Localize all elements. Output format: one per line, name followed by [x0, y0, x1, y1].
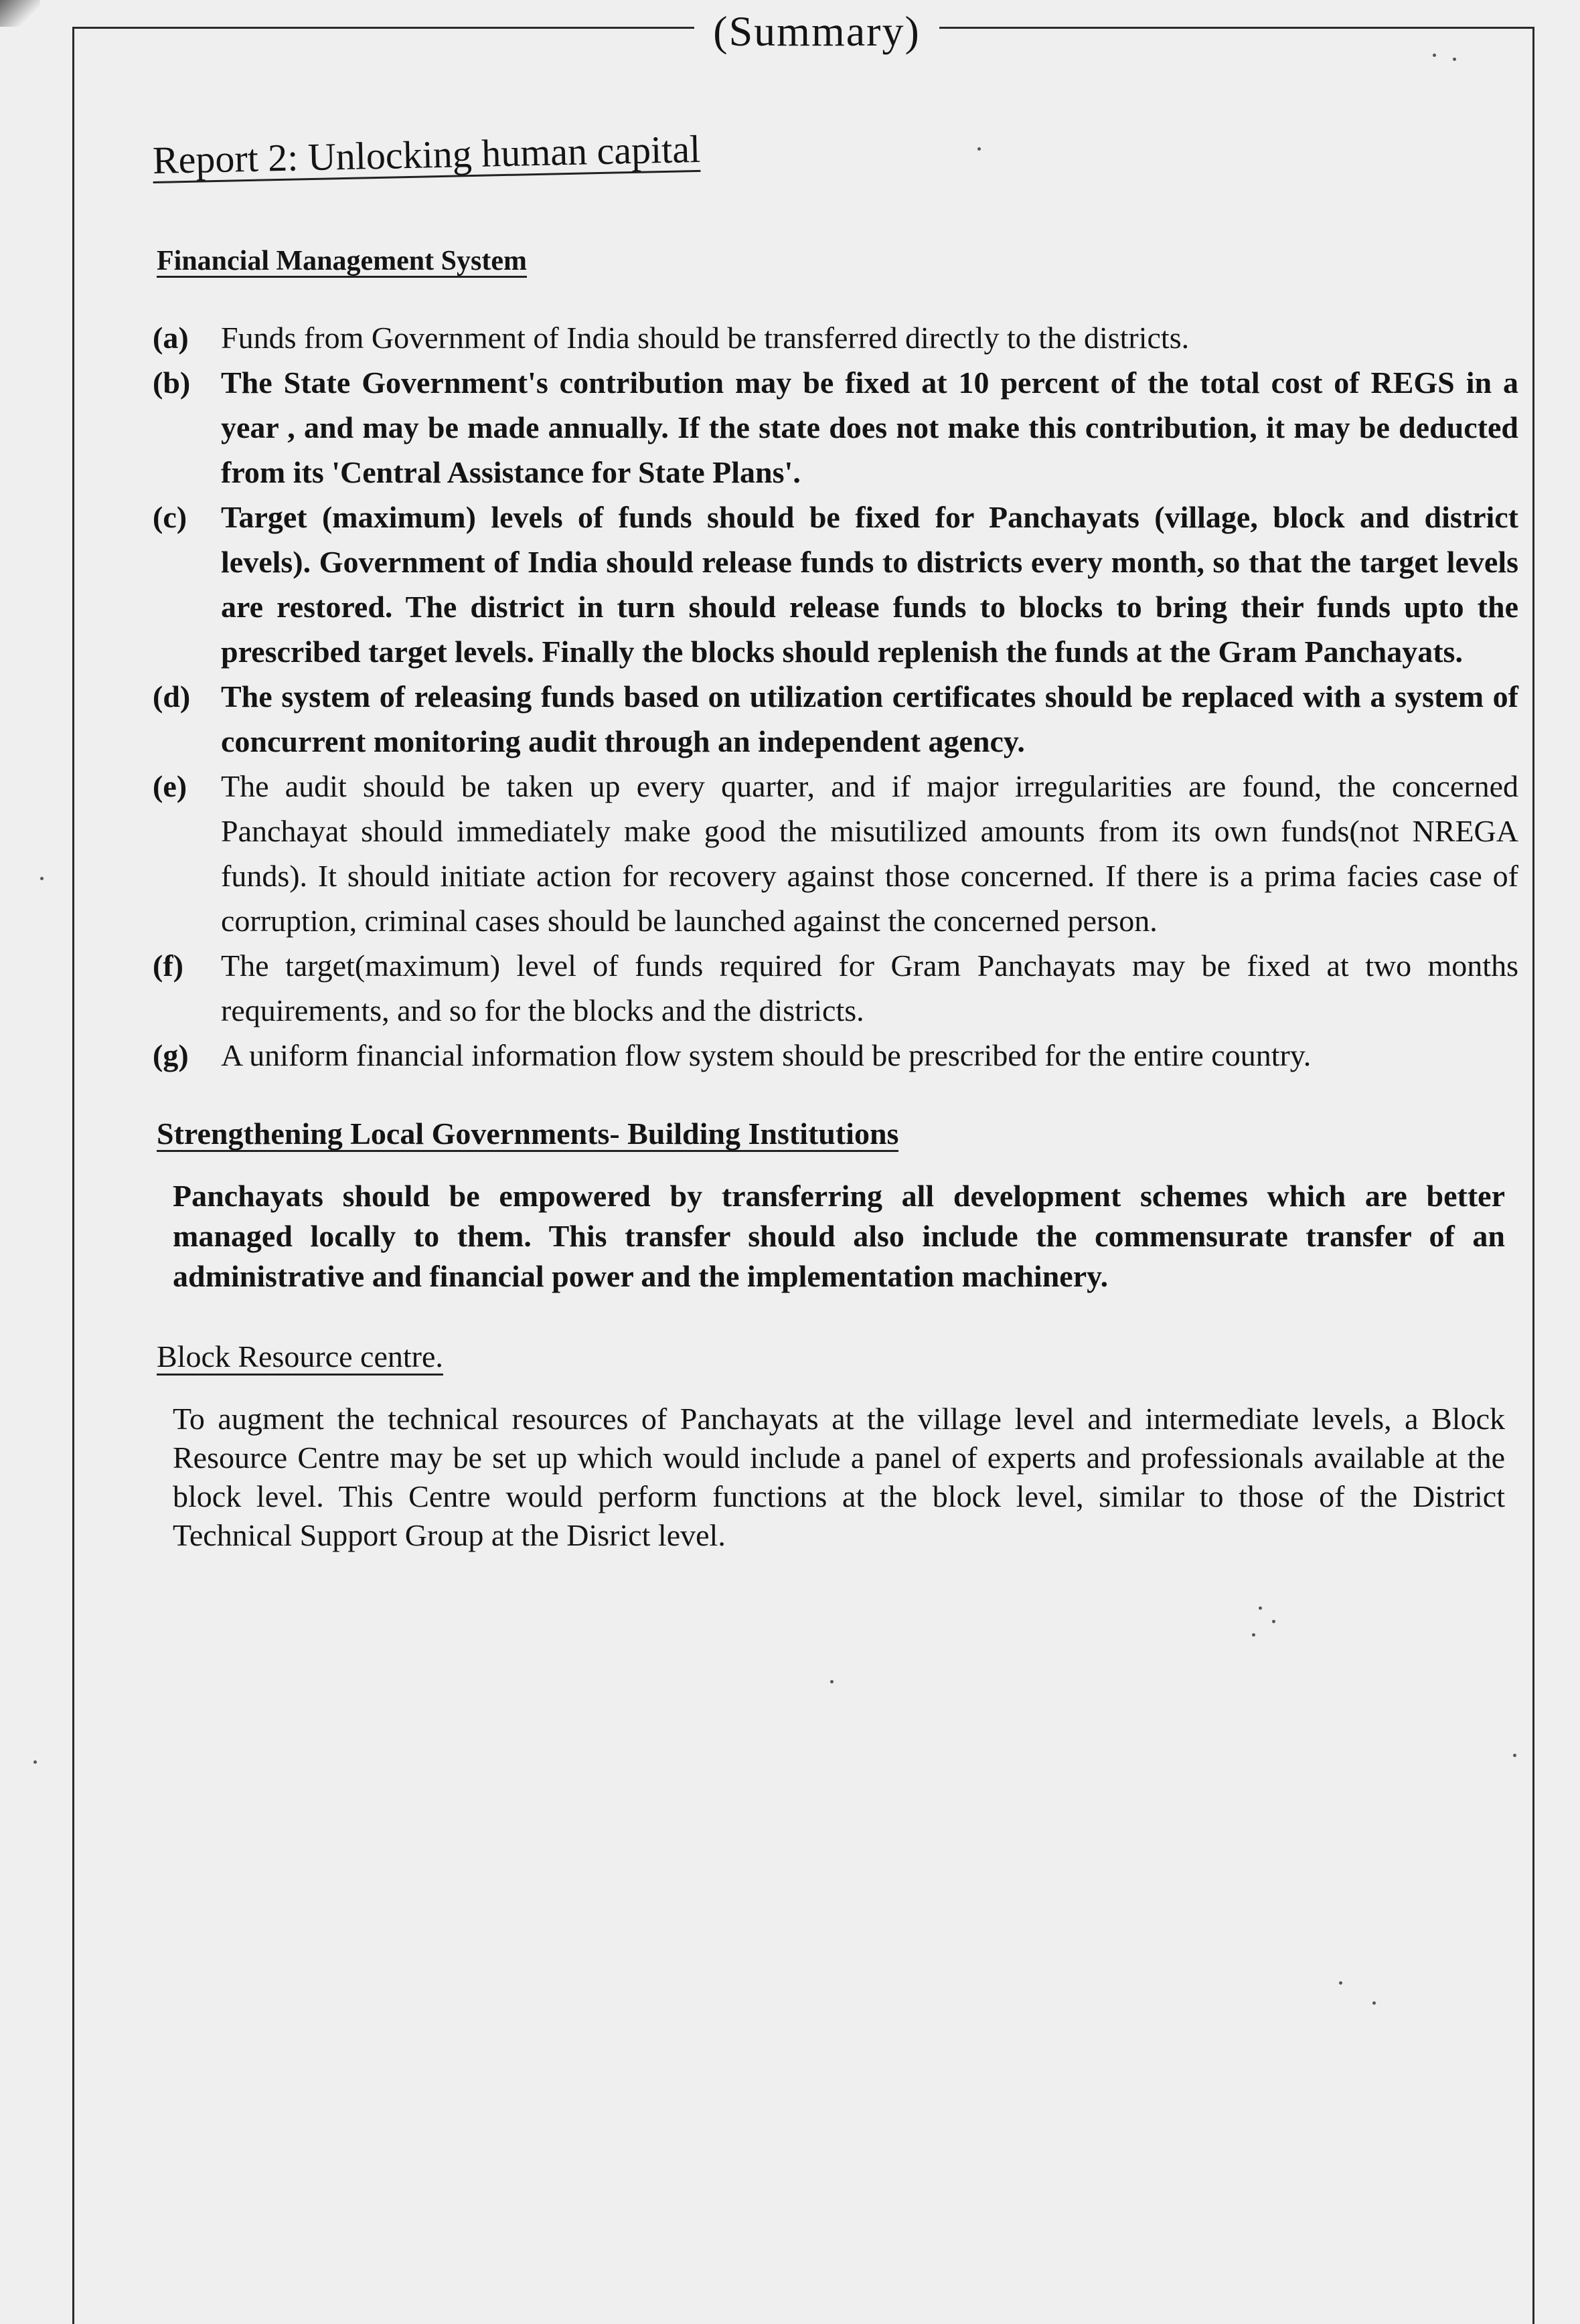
list-item — [153, 1033, 1518, 1078]
report-title: Report 2: Unlocking human capital — [152, 127, 701, 182]
financial-management-list — [153, 315, 1518, 1078]
scan-speck — [1259, 1606, 1262, 1610]
list-item — [153, 495, 1518, 674]
list-item — [153, 674, 1518, 764]
list-item-label: (b) — [153, 365, 191, 400]
local-governments-paragraph: Panchayats should be empowered by transferring all development schemes which are better managed locally to them. This transfer should also include the commensurate transfer of an administrative and financial power and the implementation machinery. — [173, 1179, 1505, 1294]
scan-speck — [1433, 54, 1436, 57]
list-item-label: (a) — [153, 320, 189, 355]
scan-speck — [1453, 58, 1456, 61]
list-item-text: Funds from Government of India should be transferred directly to the districts. — [221, 320, 1190, 355]
block-resource-paragraph: To augment the technical resources of Panchayats at the village level and intermediate levels, a Block Resource Centre may be set up which would include a panel of experts and professionals available at the block level. This Centre would perform functions at the block level, similar to those of the District Technical Support Group at the Disrict level. — [173, 1401, 1505, 1552]
local-governments-title: Strengthening Local Governments- Building Institutions — [157, 1118, 898, 1152]
scan-speck — [33, 1760, 37, 1764]
list-item-text: The State Government's contribution may be fixed at 10 percent of the total cost of REGS in a year , and may be made annually. If the state does not make this contribution, it may be deducted from its 'Central Assistance for State Plans'. — [221, 365, 1518, 489]
scan-speck — [1272, 1620, 1275, 1623]
list-item-label: (c) — [153, 499, 187, 534]
scan-speck — [40, 877, 44, 880]
scan-speck — [977, 147, 981, 151]
document-content — [152, 127, 1518, 1599]
list-item-text: The system of releasing funds based on utilization certificates should be replaced with a system of concurrent monitoring audit through an independent agency. — [221, 679, 1518, 758]
scan-speck — [830, 1680, 834, 1683]
list-item — [153, 943, 1518, 1033]
scan-speck — [1513, 1754, 1516, 1757]
list-item-label: (e) — [153, 768, 187, 803]
financial-management-section — [153, 246, 1518, 1078]
page-heading-text: (Summary) — [694, 7, 939, 56]
list-item-label: (d) — [153, 679, 191, 714]
list-item-text: A uniform financial information flow system should be prescribed for the entire country. — [221, 1038, 1312, 1072]
list-item-label: (f) — [153, 948, 183, 983]
local-governments-section — [153, 1118, 1518, 1297]
list-item-text: The audit should be taken up every quarter, and if major irregularities are found, the concerned Panchayat should immediately make good the misutilized amounts from its own funds(not NREGA funds). It should initiate action for recovery against those concerned. If there is a prima facies case of corruption, criminal cases should be launched against the concerned person. — [221, 768, 1518, 938]
list-item-label: (g) — [153, 1038, 189, 1072]
financial-management-title: Financial Management System — [157, 246, 527, 278]
scan-speck — [1372, 2001, 1376, 2005]
block-resource-title: Block Resource centre. — [157, 1341, 443, 1375]
scan-speck — [1252, 1633, 1255, 1637]
list-item — [153, 764, 1518, 943]
list-item-text: The target(maximum) level of funds required for Gram Panchayats may be fixed at two months requirements, and so for the blocks and the districts. — [221, 948, 1518, 1027]
list-item-text: Target (maximum) levels of funds should be fixed for Panchayats (village, block and district levels). Government of India should release funds to districts every month, so that the target levels are restored. The district in turn should release funds to blocks to bring their funds upto the prescribed target levels. Finally the blocks should replenish the funds at the Gram Panchayats. — [221, 499, 1518, 669]
list-item — [153, 315, 1518, 360]
block-resource-section — [153, 1341, 1518, 1554]
list-item — [153, 360, 1518, 495]
scan-speck — [1339, 1981, 1342, 1985]
page-heading — [0, 7, 1580, 56]
